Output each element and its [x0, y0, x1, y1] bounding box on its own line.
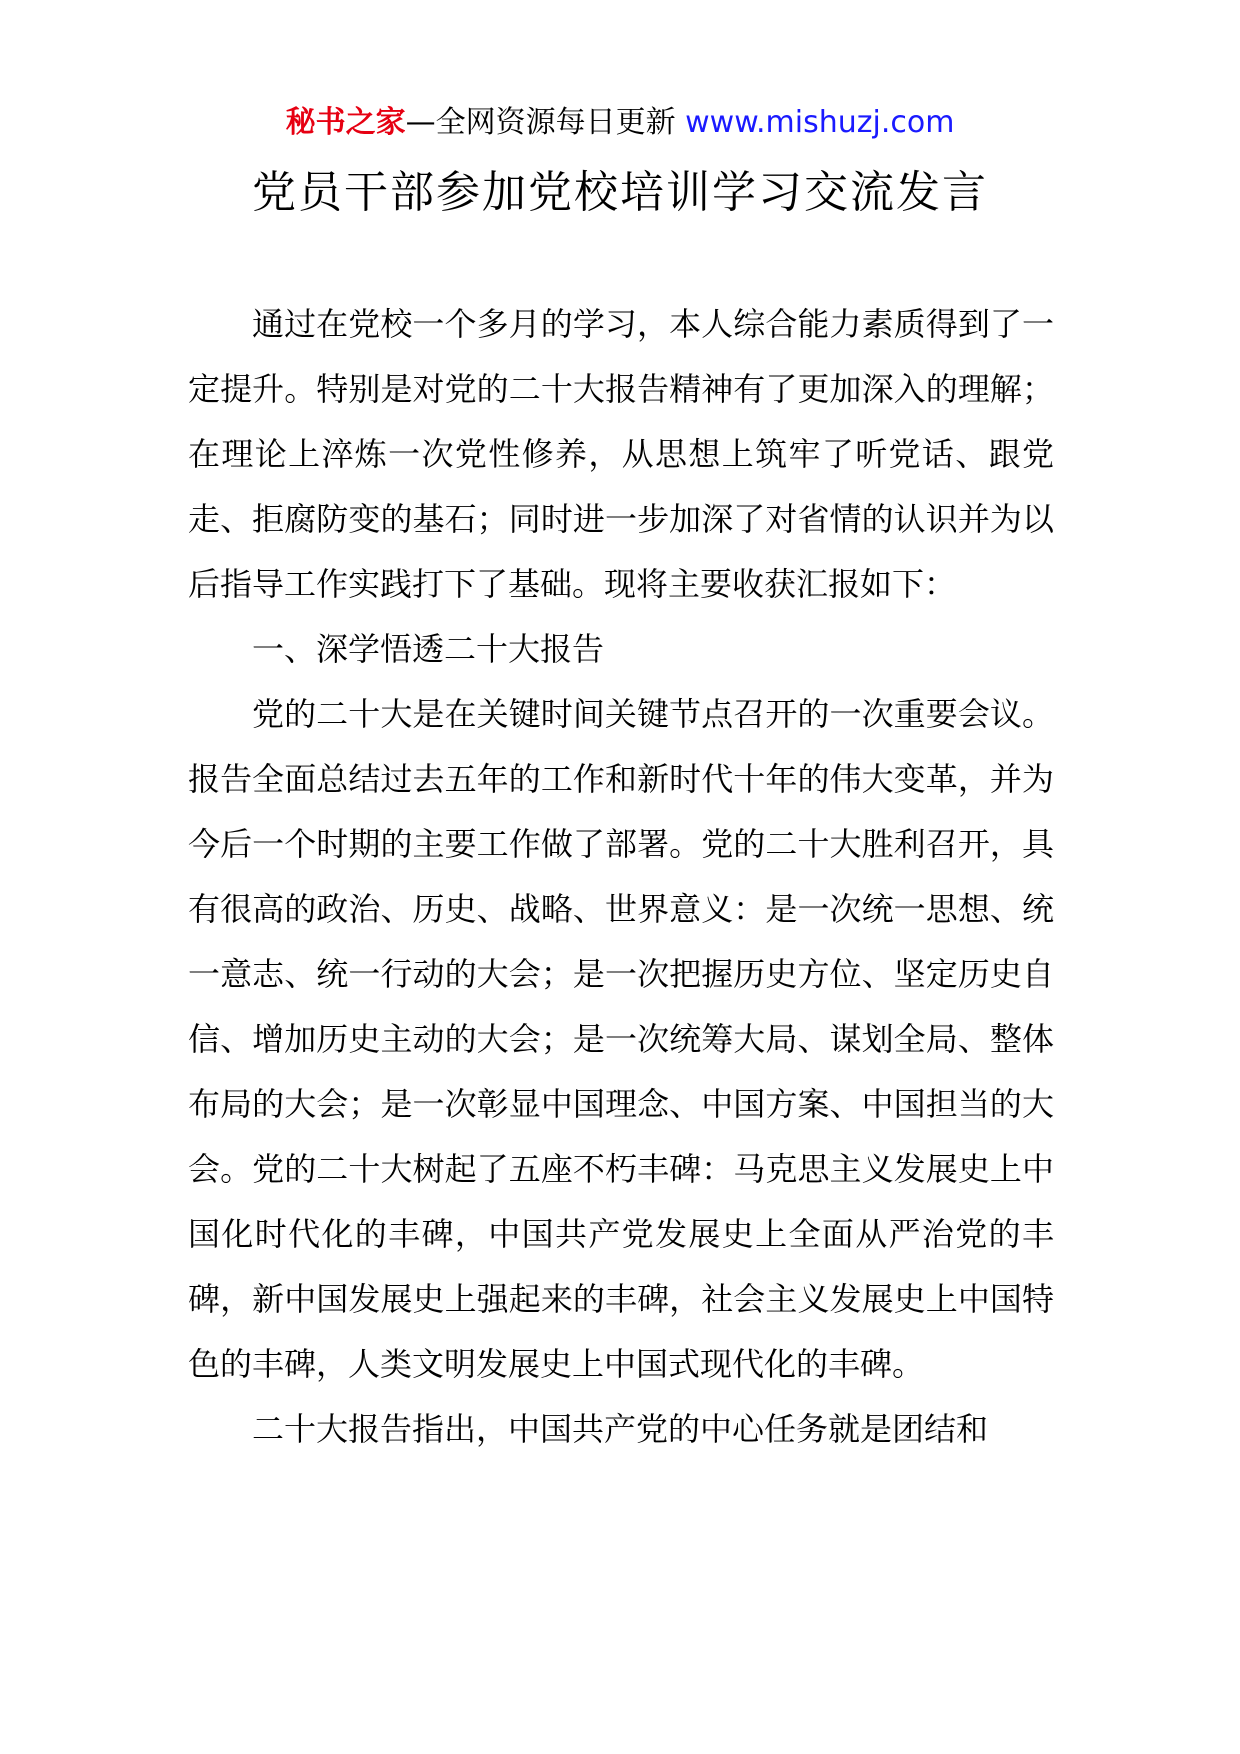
paragraph-body: 党的二十大是在关键时间关键节点召开的一次重要会议。报告全面总结过去五年的工作和新时代十年的伟大变革，并为今后一个时期的主要工作做了部署。党的二十大胜利召开，具有很高的政治、历史、战略、世界意义：是一次统一思想、统一意志、统一行动的大会；是一次把握历史方位、坚定历史自信、增加历史主动的大会；是一次统筹大局、谋划全局、整体布局的大会；是一次彰显中国理念、中国方案、中国担当的大会。党的二十大树起了五座不朽丰碑：马克思主义发展史上中国化时代化的丰碑，中国共产党发展史上全面从严治党的丰碑，新中国发展史上强起来的丰碑，社会主义发展史上中国特色的丰碑，人类文明发展史上中国式现代化的丰碑。 — [188, 695, 1054, 1383]
section-heading: 一、深学悟透二十大报告 — [252, 630, 605, 668]
document-title: 党员干部参加党校培训学习交流发言 — [252, 167, 988, 218]
paragraph-intro: 通过在党校一个多月的学习，本人综合能力素质得到了一定提升。特别是对党的二十大报告精神有了更加深入的理解；在理论上淬炼一次党性修养，从思想上筑牢了听党话、跟党走、拒腐防变的基石；同时进一步加深了对省情的认识并为以后指导工作实践打下了基础。现将主要收获汇报如下： — [188, 305, 1054, 603]
document-body — [188, 292, 1054, 1462]
brand-slogan: —全网资源每日更新 — [405, 105, 676, 140]
watermark-header — [0, 103, 1240, 143]
paragraph-continued: 二十大报告指出，中国共产党的中心任务就是团结和 — [252, 1410, 989, 1448]
brand-name: 秘书之家 — [285, 105, 406, 140]
site-link[interactable]: www.mishuzj.com — [685, 105, 955, 140]
